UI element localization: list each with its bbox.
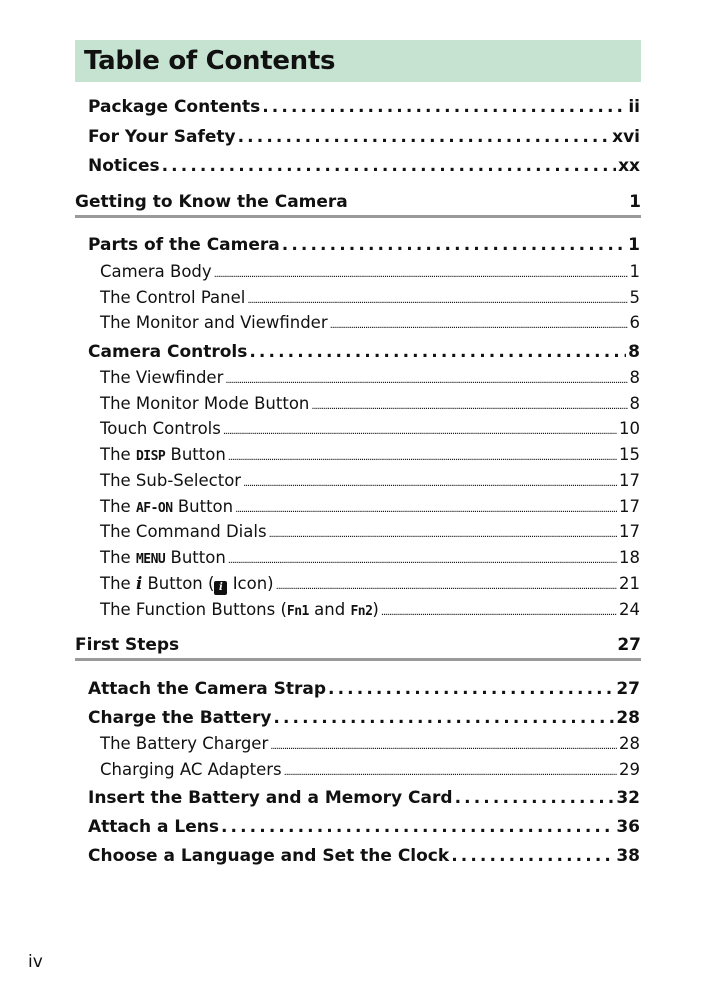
toc-entry-command-dials[interactable] <box>100 522 640 541</box>
leader-dots <box>269 522 617 541</box>
toc-entry-page: 36 <box>616 817 640 837</box>
toc-entry-page: 15 <box>619 445 640 464</box>
toc-entry-control-panel[interactable] <box>100 288 640 307</box>
chapter-page: 27 <box>617 634 641 655</box>
toc-entry-attach-lens[interactable] <box>88 817 640 837</box>
label-text: The <box>100 574 131 593</box>
leader-dots <box>247 288 627 307</box>
chapter-title: First Steps <box>75 634 180 655</box>
toc-entry-camera-controls[interactable] <box>88 342 640 362</box>
leader-dots <box>311 394 627 413</box>
leader-dots <box>249 342 626 362</box>
i-box-icon: i <box>214 581 227 595</box>
toc-entry-label: Charge the Battery <box>88 708 272 728</box>
toc-entry-label: Parts of the Camera <box>88 235 280 255</box>
leader-dots <box>273 708 614 728</box>
toc-entry-label: Attach a Lens <box>88 817 219 837</box>
toc-entry-label: Attach the Camera Strap <box>88 679 327 699</box>
toc-entry-ac-adapters[interactable] <box>100 760 640 779</box>
toc-entry-label: Camera Controls <box>88 342 248 362</box>
menu-key-label: MENU <box>135 552 166 567</box>
toc-entry-page: 38 <box>616 846 640 866</box>
leader-dots <box>455 788 615 808</box>
toc-entry-label: The Battery Charger <box>100 734 269 753</box>
label-text: The <box>100 497 131 516</box>
toc-entry-label: For Your Safety <box>88 127 236 147</box>
label-text: Button <box>177 497 234 516</box>
label-text: ) <box>372 600 379 619</box>
leader-dots <box>214 262 628 281</box>
toc-entry-package-contents[interactable] <box>88 97 640 117</box>
toc-entry-page: 21 <box>619 574 640 593</box>
toc-entry-label: The Command Dials <box>100 522 267 541</box>
toc-entry-label <box>100 600 379 619</box>
leader-dots <box>284 760 617 779</box>
toc-entry-label: Package Contents <box>88 97 261 117</box>
toc-entry-page: 27 <box>616 679 640 699</box>
toc-entry-label <box>100 548 226 567</box>
toc-entry-label: The Sub-Selector <box>100 471 242 490</box>
toc-entry-monitor-viewfinder[interactable] <box>100 313 640 332</box>
page-number: iv <box>28 952 43 972</box>
toc-entry-menu-button[interactable] <box>100 548 640 567</box>
toc-entry-sub-selector[interactable] <box>100 471 640 490</box>
toc-entry-label: The Viewfinder <box>100 368 224 387</box>
toc-entry-label: Charging AC Adapters <box>100 760 282 779</box>
disp-key-label: DISP <box>135 449 166 464</box>
leader-dots <box>282 235 626 255</box>
leader-dots <box>235 497 617 516</box>
toc-entry-page: 1 <box>629 262 640 281</box>
leader-dots <box>262 97 626 117</box>
leader-dots <box>270 734 617 753</box>
toc-entry-page: 32 <box>616 788 640 808</box>
page-title: Table of Contents <box>84 46 336 76</box>
leader-dots <box>162 156 616 176</box>
toc-entry-page: 29 <box>619 760 640 779</box>
toc-entry-page: 28 <box>616 708 640 728</box>
toc-entry-label: The Monitor Mode Button <box>100 394 310 413</box>
leader-dots <box>228 445 617 464</box>
toc-entry-label: Notices <box>88 156 160 176</box>
label-text: Button ( <box>147 574 215 593</box>
toc-entry-disp-button[interactable] <box>100 445 640 464</box>
toc-entry-page: 8 <box>629 394 640 413</box>
toc-entry-parts-of-camera[interactable] <box>88 235 640 255</box>
leader-dots <box>328 679 614 699</box>
toc-entry-page: 17 <box>619 522 640 541</box>
fn2-key-label: Fn2 <box>350 604 373 619</box>
toc-entry-label <box>100 574 274 595</box>
toc-entry-for-your-safety[interactable] <box>88 127 640 147</box>
leader-dots <box>223 419 617 438</box>
toc-entry-page: 1 <box>628 235 640 255</box>
chapter-page: 1 <box>629 191 641 212</box>
toc-entry-page: 8 <box>628 342 640 362</box>
label-text: and <box>314 600 346 619</box>
i-button-icon: i <box>135 574 143 593</box>
chapter-title: Getting to Know the Camera <box>75 191 348 212</box>
label-text: The <box>100 445 131 464</box>
toc-entry-label <box>100 445 226 464</box>
toc-entry-page: 17 <box>619 497 640 516</box>
toc-entry-function-buttons[interactable] <box>100 600 640 619</box>
label-text: Button <box>170 548 226 567</box>
toc-entry-i-button[interactable] <box>100 574 640 595</box>
toc-entry-label: The Monitor and Viewfinder <box>100 313 328 332</box>
leader-dots <box>451 846 614 866</box>
toc-entry-page: xvi <box>612 127 640 147</box>
af-on-key-label: AF-ON <box>135 501 173 516</box>
toc-entry-camera-strap[interactable] <box>88 679 640 699</box>
toc-entry-page: xx <box>618 156 640 176</box>
toc-entry-viewfinder[interactable] <box>100 368 640 387</box>
toc-entry-page: 5 <box>629 288 640 307</box>
leader-dots <box>243 471 617 490</box>
toc-entry-page: 28 <box>619 734 640 753</box>
toc-entry-battery-charger[interactable] <box>100 734 640 753</box>
leader-dots <box>228 548 617 567</box>
toc-entry-camera-body[interactable] <box>100 262 640 281</box>
toc-entry-label: Insert the Battery and a Memory Card <box>88 788 453 808</box>
label-text: The Function Buttons ( <box>100 600 287 619</box>
leader-dots <box>276 574 617 593</box>
toc-entry-label: Camera Body <box>100 262 212 281</box>
toc-entry-page: 18 <box>619 548 640 567</box>
toc-entry-insert-battery[interactable] <box>88 788 640 808</box>
label-text: Button <box>170 445 226 464</box>
leader-dots <box>330 313 628 332</box>
leader-dots <box>225 368 627 387</box>
toc-entry-notices[interactable] <box>88 156 640 176</box>
toc-entry-monitor-mode-button[interactable] <box>100 394 640 413</box>
toc-entry-label: Touch Controls <box>100 419 221 438</box>
title-banner <box>75 40 641 82</box>
leader-dots <box>381 600 617 619</box>
toc-entry-language-clock[interactable] <box>88 846 640 866</box>
toc-entry-charge-battery[interactable] <box>88 708 640 728</box>
fn1-key-label: Fn1 <box>286 604 309 619</box>
chapter-heading-first-steps[interactable] <box>75 631 641 661</box>
toc-entry-page: 10 <box>619 419 640 438</box>
toc-entry-page: ii <box>628 97 640 117</box>
toc-entry-page: 24 <box>619 600 640 619</box>
toc-entry-label: The Control Panel <box>100 288 246 307</box>
toc-entry-page: 6 <box>629 313 640 332</box>
toc-entry-af-on-button[interactable] <box>100 497 640 516</box>
chapter-heading-getting-to-know[interactable] <box>75 188 641 218</box>
leader-dots <box>238 127 611 147</box>
toc-entry-label: Choose a Language and Set the Clock <box>88 846 450 866</box>
toc-entry-page: 8 <box>629 368 640 387</box>
leader-dots <box>221 817 614 837</box>
toc-entry-page: 17 <box>619 471 640 490</box>
toc-entry-touch-controls[interactable] <box>100 419 640 438</box>
toc-entry-label <box>100 497 233 516</box>
label-text: Icon) <box>232 574 274 593</box>
label-text: The <box>100 548 131 567</box>
